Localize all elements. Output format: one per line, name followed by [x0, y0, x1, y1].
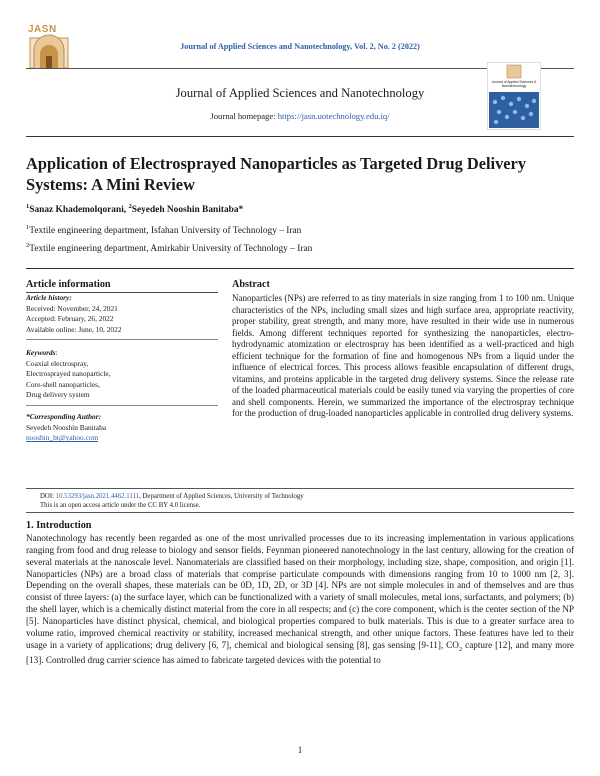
keyword-item: Drug delivery system [26, 390, 90, 400]
introduction-heading: 1. Introduction [26, 520, 92, 531]
article-history [26, 293, 218, 335]
header-rule-bottom [26, 136, 574, 137]
corresponding-name: Seyedeh Nooshin Banitaba [26, 422, 107, 432]
keyword-item: Electrosprayed nanoparticle, [26, 369, 111, 379]
doi-block [40, 492, 304, 510]
homepage-link[interactable]: https://jasn.uotechnology.edu.iq/ [277, 111, 390, 121]
keywords-label: Keywords [26, 348, 56, 357]
license-text: This is an open access article under the CC BY 4.0 license. [40, 502, 201, 509]
sidebar-divider [26, 339, 218, 340]
running-head: Journal of Applied Sciences and Nanotechnology, Vol. 2, No. 2 (2022) [180, 42, 420, 51]
affiliation [26, 224, 301, 236]
doi-suffix: , Department of Applied Sciences, University of Technology [139, 493, 304, 500]
journal-logo [26, 24, 72, 70]
affiliation [26, 242, 312, 254]
sidebar-divider [26, 405, 218, 406]
doi-rule-bottom [26, 512, 574, 513]
intro-text-b: capture [12], and many more [13]. Controlled drug carrier science has aimed to fabricate targeted devices with the potential to [26, 639, 574, 666]
author-name: Seyedeh Nooshin Banitaba* [131, 205, 244, 216]
author-list [26, 203, 243, 215]
affiliation-sup: 2 [26, 242, 30, 249]
paper-title: Application of Electrosprayed Nanoparticles as Targeted Drug Delivery Systems: A Mini Review [26, 154, 527, 194]
online-date: Available online: June, 10, 2022 [26, 324, 122, 334]
homepage-label: Journal homepage: [210, 111, 278, 121]
author-name: Sanaz Khademolqorani, [29, 205, 129, 216]
logo-text: JASN [28, 24, 57, 35]
received-date: Received: November, 24, 2021 [26, 303, 118, 313]
cover-title: Journal of Applied Sciences & Nanotechnology [491, 80, 537, 88]
doi-rule-top [26, 488, 574, 489]
intro-text-a: Nanotechnology has recently been regarded as one of the most unrivalled processes due to its increasing implementation in various applications ranging from food and drug release to biology and sensor fields. Feynman pioneered nanotechnology in the last century, allowing for the creation of several materials at the nanoscale level. Nanomaterials are classified based on their morphology, including size, shape, composition, and origin [1]. Nanoparticles (NPs) are a broad class of materials that comprise particulate compounds with dimensions ranging from 10 to 1000 nm [2, 3]. Depending on the overall shapes, these materials can be 0D, 1D, 2D, or 3D [4]. NPs are not simple molecules in and of themselves and are thus consist of three layers: (a) the surface layer, which can be functionalized with a variety of small molecules, metal ions, surfactants, and polymers; (b) the shell layer, which is a chemically distinct material from the core in all respects; and (c) the core component, which is the center section of the NP [5]. Nanoparticles have distinct physical, chemical, and biological properties compared to bulk materials. This is due to a greater surface area to volume ratio, improved chemical reactivity or stability, increased mechanical strength, and other unique factors. These features have led to their usage in a variety of applications; drug delivery [6, 7], chemical and biological sensing [8], gas sensing [9-11], CO [26, 533, 574, 650]
corresponding-author [26, 412, 218, 444]
section-rule [26, 268, 574, 269]
abstract-heading: Abstract [232, 279, 270, 290]
corresponding-email-link[interactable]: nooshin_bt@yahoo.com [26, 433, 99, 443]
keyword-item: Core-shell nanoparticles, [26, 379, 100, 389]
journal-homepage [110, 111, 490, 121]
abstract-text: Nanoparticles (NPs) are referred to as tiny materials in size ranging from 1 to 100 nm. Unique characteristics of the NPs, including small sizes and high surface area, appropriate reactivity, proper stability, great strength, and many more, have resulted in their wide use in numerous fields. Among different techniques reported for synthesizing the nanoparticles, electro-hydrodynamic atomization or electrospray has been identified as a well-practiced and high efficient technique for the formation of fine and homogenous NPs from a liquid under the influence of electrical forces. This process allows feasible encapsulation of different drugs, vitamins, and proteins applicable in the targeted drug delivery systems. Since the release rate of the loaded pharmaceutical materials could be easily tuned via varying the properties of core and shell components. Herein, we summarized the importance of the electrospray technique for the production of drug-loaded nanoparticles applicable in controlled drug delivery systems. [232, 293, 574, 419]
co2-subscript: 2 [458, 645, 463, 653]
page-number: 1 [297, 745, 303, 755]
journal-title: Journal of Applied Sciences and Nanotechnology [175, 86, 425, 100]
affiliation-text: Textile engineering department, Isfahan University of Technology – Iran [29, 226, 302, 237]
introduction-text [26, 533, 574, 667]
doi-label: DOI: [40, 493, 56, 500]
history-label: Article history: [26, 293, 72, 302]
keywords-block: Keywords: Coaxial electrospray, Electrosprayed nanoparticle, Core-shell nanoparticles, Drug delivery system [26, 348, 218, 401]
affiliation-sup: 1 [26, 224, 30, 231]
cover-image-icon [487, 62, 541, 130]
journal-cover [487, 62, 541, 130]
author-sup: 2 [128, 203, 132, 210]
author-sup: 1 [26, 203, 30, 210]
affiliation-text: Textile engineering department, Amirkabir University of Technology – Iran [29, 244, 313, 255]
accepted-date: Accepted: February, 26, 2022 [26, 314, 114, 324]
article-info-heading: Article information [26, 279, 111, 290]
doi-link[interactable]: 10.53293/jasn.2021.4462.1111 [55, 493, 140, 500]
corresponding-label: *Corresponding Author: [26, 412, 102, 421]
keyword-item: Coaxial electrospray, [26, 358, 89, 368]
